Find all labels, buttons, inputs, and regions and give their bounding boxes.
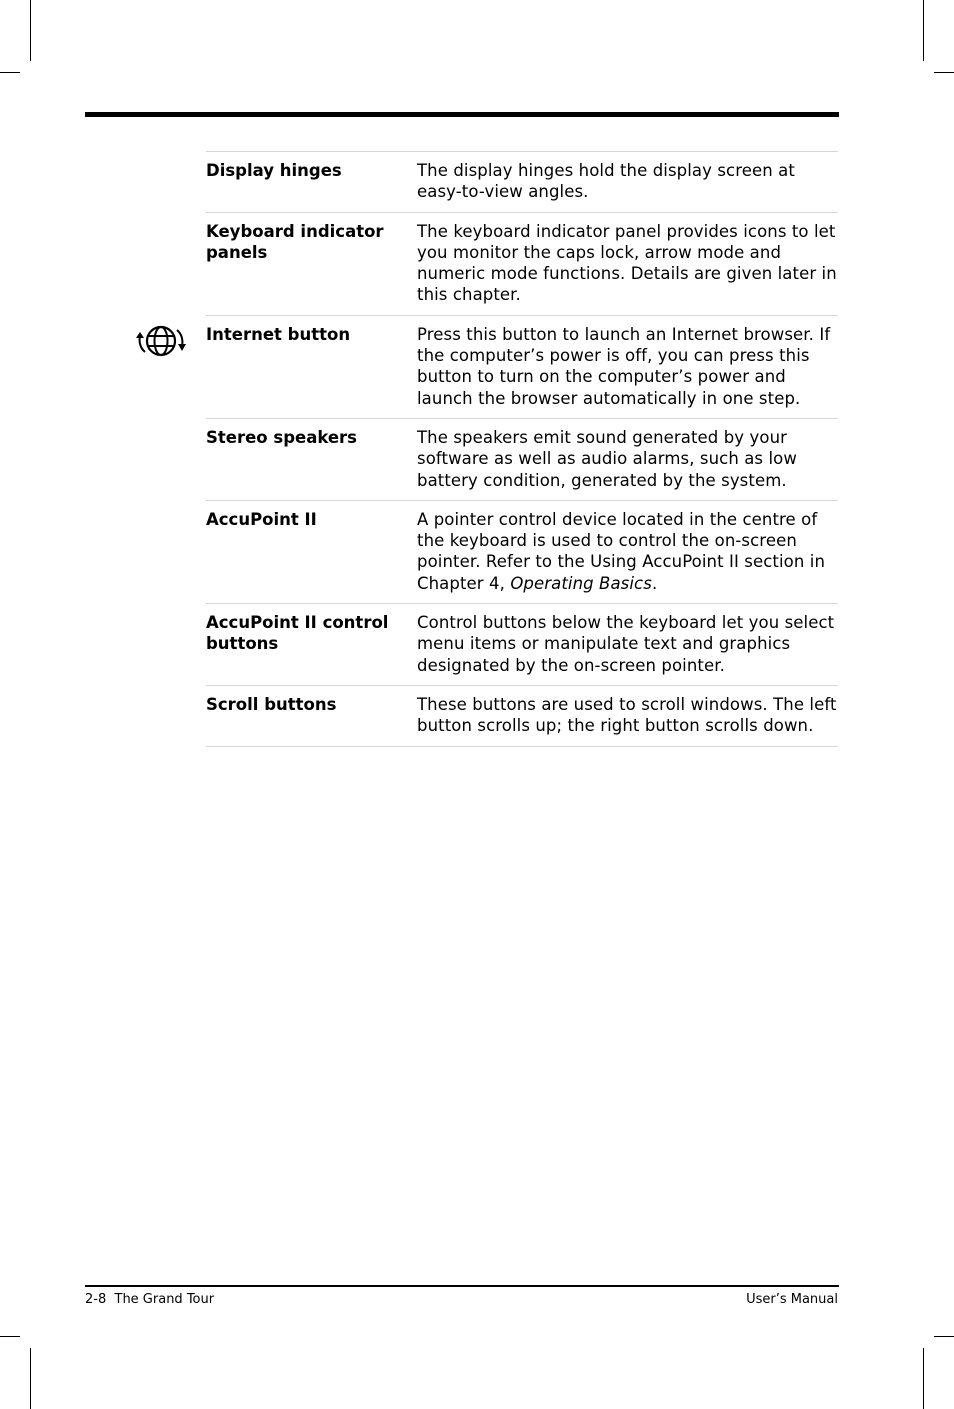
feature-term: Stereo speakers <box>206 427 358 447</box>
crop-mark <box>934 1336 954 1337</box>
feature-description: Control buttons below the keyboard let you select menu items or manipulate text and graphics designated by the on-screen pointer. <box>417 613 835 675</box>
table-row <box>206 316 838 419</box>
crop-mark <box>923 1348 924 1409</box>
footer-rule <box>85 1285 839 1287</box>
crop-mark <box>923 0 924 61</box>
table-row <box>206 419 838 501</box>
feature-term: Display hinges <box>206 161 342 180</box>
feature-term: Internet button <box>206 324 351 344</box>
feature-description: The keyboard indicator panel provides icons to let you monitor the caps lock, arrow mode and numeric mode functions. Details are given later in this chapter. <box>417 221 837 305</box>
feature-description <box>417 509 838 594</box>
feature-term: Keyboard indicator panels <box>206 221 384 262</box>
feature-description: Press this button to launch an Internet browser. If the computer’s power is off, you can press this button to turn on the computer’s power and launch the browser automatically in one step. <box>417 324 831 408</box>
footer-page-label: 2-8 The Grand Tour <box>85 1292 215 1307</box>
table-row <box>206 501 838 604</box>
crop-mark <box>0 1336 20 1337</box>
table-row <box>206 604 838 686</box>
feature-term: AccuPoint II control buttons <box>206 613 389 654</box>
feature-term: AccuPoint II <box>206 509 317 529</box>
feature-table <box>206 151 838 747</box>
crop-mark <box>30 1348 31 1409</box>
table-row <box>206 686 838 747</box>
table-row <box>206 152 838 213</box>
crop-mark <box>934 72 954 73</box>
feature-description: These buttons are used to scroll windows. The left button scrolls up; the right button scrolls down. <box>417 694 837 736</box>
crop-mark <box>30 0 31 61</box>
internet-globe-icon <box>132 322 190 362</box>
feature-description: The speakers emit sound generated by your software as well as audio alarms, such as low battery condition, generated by the system. <box>417 427 797 490</box>
table-row <box>206 213 838 316</box>
description-text: A pointer control device located in the centre of the keyboard is used to control the on-screen pointer. Refer to the Using AccuPoint II section in Chapter 4, <box>417 509 826 593</box>
chapter-title-reference: Operating Basics <box>510 573 652 593</box>
feature-term: Scroll buttons <box>206 694 337 714</box>
feature-description: The display hinges hold the display screen at easy-to-view angles. <box>417 161 795 202</box>
description-text: . <box>651 573 658 593</box>
footer-manual-label: User’s Manual <box>746 1292 838 1307</box>
crop-mark <box>0 72 20 73</box>
header-rule <box>85 112 839 117</box>
